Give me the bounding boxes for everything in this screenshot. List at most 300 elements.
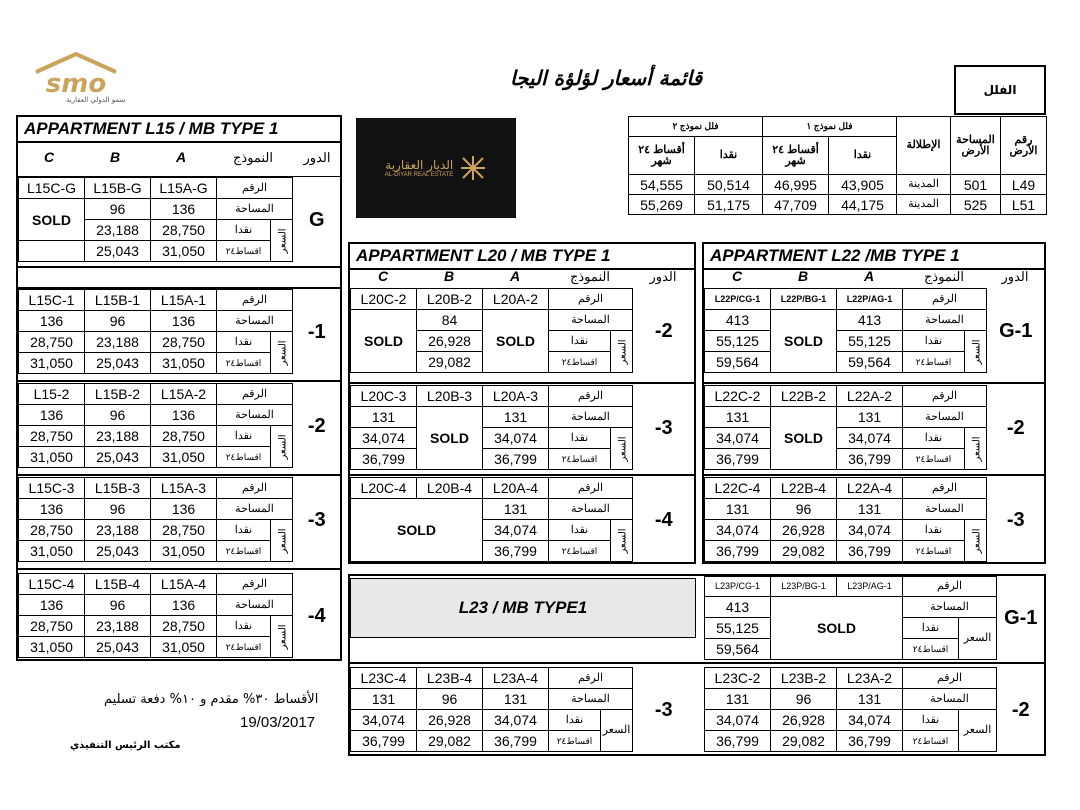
price-label: السعر [959, 618, 997, 660]
unit-cash: 26,928 [771, 710, 837, 731]
unit-id: L20A-4 [483, 478, 549, 499]
unit-id: L22C-4 [705, 478, 771, 499]
unit-inst: 36,799 [837, 541, 903, 562]
number-label: الرقم [549, 289, 633, 310]
unit-cash: 55,125 [705, 331, 771, 352]
l22-model-label: النموذج [924, 268, 964, 284]
unit-id: L23P/BG-1 [771, 577, 837, 597]
l23-floor-2 [704, 667, 1045, 752]
unit-id: L23P/AG-1 [837, 577, 903, 597]
unit-area: 96 [771, 499, 837, 520]
sold-badge: SOLD [483, 310, 549, 373]
unit-id: L15B-4 [85, 574, 151, 595]
unit-cash: 23,188 [85, 520, 151, 541]
inst-label: اقساط٢٤ [903, 352, 965, 373]
floor-label: G-1 [999, 319, 1033, 342]
price-label-vertical: السعر [271, 616, 293, 658]
unit-inst: 36,799 [705, 541, 771, 562]
cash-label: نقدا [549, 428, 611, 449]
cash-label: نقدا [217, 220, 271, 241]
price-label-vertical: السعر [611, 331, 633, 373]
unit-inst: 31,050 [151, 541, 217, 562]
unit-id: L20A-3 [483, 386, 549, 407]
unit-cash: 23,188 [85, 220, 151, 241]
unit-id: L23P/CG-1 [705, 577, 771, 597]
inst-label: اقساط٢٤ [903, 541, 965, 562]
page-title: قائمة أسعار لؤلؤة اليجا [510, 66, 703, 90]
unit-id: L20B-2 [417, 289, 483, 310]
unit-cash: 55,125 [837, 331, 903, 352]
unit-id: L22P/AG-1 [837, 289, 903, 310]
number-label: الرقم [549, 478, 633, 499]
inst-label: اقساط٢٤ [217, 541, 271, 562]
cash-label: نقدا [903, 710, 959, 731]
unit-id: L23A-2 [837, 668, 903, 689]
l22-divider [702, 382, 1046, 384]
unit-id: L23B-4 [417, 668, 483, 689]
villa-cell: L51 [1001, 195, 1047, 215]
villa-cell: 54,555 [629, 175, 695, 195]
unit-cash: 34,074 [837, 520, 903, 541]
unit-area: 136 [151, 595, 217, 616]
unit-cash: 26,928 [771, 520, 837, 541]
aldiyar-logo-ar: الديار العقارية [385, 158, 454, 172]
l22-floor-label: الدور [1001, 268, 1029, 284]
unit-cash: 34,074 [705, 428, 771, 449]
l15-header-table [16, 138, 342, 176]
unit-inst: 59,564 [837, 352, 903, 373]
villa-plot-header: رقم الأرض [1001, 117, 1047, 175]
unit-inst: 36,799 [837, 449, 903, 470]
unit-id: L23B-2 [771, 668, 837, 689]
price-label-vertical: السعر [965, 428, 987, 470]
unit-id: L15C-4 [19, 574, 85, 595]
l20-floor-label: الدور [649, 268, 677, 284]
sold-badge: SOLD [351, 499, 483, 562]
unit-inst: 36,799 [837, 731, 903, 752]
l15-model-label: النموذج [233, 149, 273, 165]
price-label-vertical: السعر [271, 220, 293, 262]
unit-id: L15A-2 [151, 384, 217, 405]
unit-id: L15B-2 [85, 384, 151, 405]
unit-inst: 31,050 [151, 353, 217, 374]
unit-inst: 59,564 [705, 639, 771, 660]
unit-area: 131 [837, 499, 903, 520]
price-label-vertical: السعر [271, 426, 293, 468]
l15-col-c: C [43, 149, 55, 165]
unit-id: L22A-4 [837, 478, 903, 499]
area-label: المساحة [217, 311, 293, 332]
l15-divider [16, 380, 342, 382]
unit-inst: 59,564 [705, 352, 771, 373]
l15-col-a: A [175, 149, 187, 165]
unit-area: 136 [19, 499, 85, 520]
price-list-date: 19/03/2017 [240, 714, 316, 731]
l23-title-box [350, 578, 696, 638]
cash-label: نقدا [549, 710, 601, 731]
cash-label: نقدا [217, 332, 271, 353]
cash-label: نقدا [903, 618, 959, 639]
inst-label: اقساط٢٤ [549, 541, 611, 562]
area-label: المساحة [549, 689, 633, 710]
unit-cash: 26,928 [417, 331, 483, 352]
unit-cash: 34,074 [351, 710, 417, 731]
number-label: الرقم [217, 574, 293, 595]
unit-cash: 34,074 [483, 520, 549, 541]
number-label: الرقم [903, 577, 997, 597]
villa-label: الفلل [983, 83, 1017, 97]
unit-area: 136 [151, 405, 217, 426]
unit-inst: 31,050 [151, 637, 217, 658]
unit-id: L23C-2 [705, 668, 771, 689]
unit-inst: 29,082 [417, 731, 483, 752]
unit-inst: 31,050 [151, 447, 217, 468]
unit-inst: 31,050 [151, 241, 217, 262]
number-label: الرقم [549, 668, 633, 689]
unit-area: 136 [151, 199, 217, 220]
unit-cash: 28,750 [19, 520, 85, 541]
l15-floor-4 [18, 573, 341, 658]
unit-inst: 36,799 [351, 731, 417, 752]
l22-floor-3 [704, 477, 1045, 562]
price-label-vertical: السعر [611, 520, 633, 562]
unit-id: L15A-4 [151, 574, 217, 595]
unit-cash: 55,125 [705, 618, 771, 639]
unit-id: L20A-2 [483, 289, 549, 310]
inst-label: اقساط٢٤ [549, 731, 601, 752]
floor-label: -2 [307, 414, 326, 437]
unit-area: 131 [351, 689, 417, 710]
unit-id: L22P/BG-1 [771, 289, 837, 310]
l23-floor-3 [350, 667, 695, 752]
unit-area: 131 [705, 499, 771, 520]
floor-label: G-1 [1004, 607, 1038, 629]
unit-area: 413 [705, 310, 771, 331]
unit-inst: 31,050 [19, 637, 85, 658]
villa-cell: 501 [951, 175, 1001, 195]
unit-id: L15A-3 [151, 478, 217, 499]
inst-label: اقساط٢٤ [217, 241, 271, 262]
unit-id: L15-2 [19, 384, 85, 405]
l20-col-a: A [509, 268, 521, 284]
l23-rule [348, 662, 1046, 664]
sold-badge: SOLD [19, 199, 85, 241]
price-label: السعر [959, 710, 997, 752]
unit-id: L22C-2 [705, 386, 771, 407]
area-label: المساحة [903, 310, 987, 331]
l22-floor-g1 [704, 288, 1045, 373]
unit-cash: 28,750 [151, 220, 217, 241]
table-row [629, 195, 1047, 215]
unit-area: 96 [85, 595, 151, 616]
unit-id: L15C-1 [19, 290, 85, 311]
cash-label: نقدا [903, 520, 965, 541]
villa-cell: 46,995 [763, 175, 829, 195]
l22-col-b: B [797, 268, 809, 284]
unit-area: 136 [151, 499, 217, 520]
unit-area: 96 [771, 689, 837, 710]
sold-badge: SOLD [417, 407, 483, 470]
unit-inst: 25,043 [85, 241, 151, 262]
l20-divider [348, 382, 696, 384]
unit-area: 96 [85, 311, 151, 332]
unit-area: 131 [705, 407, 771, 428]
area-label: المساحة [903, 689, 997, 710]
unit-cash: 26,928 [417, 710, 483, 731]
floor-label: -4 [654, 508, 673, 531]
l15-floor-g [18, 177, 341, 262]
villa-cell: 51,175 [695, 195, 763, 215]
table-row [629, 175, 1047, 195]
floor-label: -3 [654, 416, 673, 439]
number-label: الرقم [217, 290, 293, 311]
unit-cash: 23,188 [85, 426, 151, 447]
villa-cell: L49 [1001, 175, 1047, 195]
l22-divider [702, 474, 1046, 476]
unit-id: L15B-G [85, 178, 151, 199]
floor-label: -3 [1006, 508, 1025, 531]
villa-label-box [954, 65, 1046, 115]
inst-label: اقساط٢٤ [217, 447, 271, 468]
l15-divider [16, 568, 342, 570]
l23-title: L23 / MB TYPE1 [458, 598, 588, 617]
unit-id: L20C-4 [351, 478, 417, 499]
l22-floor-2 [704, 385, 1045, 470]
villa-cell: 525 [951, 195, 1001, 215]
floor-label: -2 [1006, 416, 1025, 439]
floor-label: -2 [654, 319, 673, 342]
unit-id: L15C-G [19, 178, 85, 199]
unit-area: 131 [483, 689, 549, 710]
number-label: الرقم [549, 386, 633, 407]
l20-divider [348, 474, 696, 476]
l20-model-label: النموذج [570, 268, 610, 284]
villa-m1-inst-header: أقساط ٢٤ شهر [763, 137, 829, 175]
l20-floor-2 [350, 288, 695, 373]
unit-area: 131 [351, 407, 417, 428]
floor-label: -3 [307, 508, 326, 531]
price-label: السعر [601, 710, 633, 752]
signature-label: مكتب الرئيس التنفيذي [70, 740, 181, 751]
unit-area: 96 [85, 405, 151, 426]
number-label: الرقم [903, 289, 987, 310]
unit-inst: 25,043 [85, 447, 151, 468]
unit-area: 84 [417, 310, 483, 331]
unit-cash: 34,074 [837, 428, 903, 449]
unit-area: 131 [837, 407, 903, 428]
unit-area: 136 [19, 595, 85, 616]
l15-title: APPARTMENT L15 / MB TYPE 1 [16, 115, 342, 143]
villa-cell: 55,269 [629, 195, 695, 215]
unit-inst: 25,043 [85, 637, 151, 658]
unit-cash: 28,750 [19, 616, 85, 637]
unit-cash: 28,750 [151, 426, 217, 447]
floor-label: -1 [307, 320, 326, 343]
unit-area: 413 [705, 597, 771, 618]
cash-label: نقدا [217, 426, 271, 447]
price-label-vertical: السعر [965, 331, 987, 373]
unit-cash: 28,750 [19, 426, 85, 447]
unit-cash: 34,074 [705, 710, 771, 731]
inst-label: اقساط٢٤ [217, 637, 271, 658]
unit-cash: 28,750 [151, 616, 217, 637]
unit-id: L15A-1 [151, 290, 217, 311]
l22-col-c: C [731, 268, 743, 284]
unit-inst: 36,799 [705, 731, 771, 752]
l15-divider [16, 474, 342, 476]
villa-cell: المدينة [897, 195, 951, 215]
floor-label: -4 [307, 604, 326, 627]
number-label: الرقم [217, 384, 293, 405]
villa-model1-header: فلل نموذج ١ [763, 117, 897, 137]
unit-area: 136 [151, 311, 217, 332]
number-label: الرقم [903, 386, 987, 407]
number-label: الرقم [217, 478, 293, 499]
unit-area: 96 [417, 689, 483, 710]
villa-m1-cash-header: نقدا [829, 137, 897, 175]
unit-area: 136 [19, 405, 85, 426]
unit-id: L15B-3 [85, 478, 151, 499]
villa-model2-header: فلل نموذج ٢ [629, 117, 763, 137]
company-logo [26, 52, 126, 108]
unit-inst: 36,799 [351, 449, 417, 470]
unit-cash: 23,188 [85, 616, 151, 637]
unit-cash: 28,750 [151, 332, 217, 353]
villa-cell: 50,514 [695, 175, 763, 195]
l20-title: APPARTMENT L20 / MB TYPE 1 [348, 242, 696, 270]
l15-col-b: B [109, 149, 121, 165]
unit-inst: 29,082 [417, 352, 483, 373]
unit-area: 96 [85, 499, 151, 520]
number-label: الرقم [217, 178, 293, 199]
installment-note: الأقساط ٣٠% مقدم و ١٠% دفعة تسليم [104, 692, 319, 707]
area-label: المساحة [217, 499, 293, 520]
unit-inst: 36,799 [483, 731, 549, 752]
area-label: المساحة [549, 499, 633, 520]
villa-cell: المدينة [897, 175, 951, 195]
l22-col-a: A [863, 268, 875, 284]
villa-table [628, 116, 1047, 215]
cash-label: نقدا [217, 616, 271, 637]
unit-inst: 36,799 [483, 449, 549, 470]
unit-id: L20C-3 [351, 386, 417, 407]
unit-cash: 34,074 [483, 710, 549, 731]
unit-id: L23A-4 [483, 668, 549, 689]
cash-label: نقدا [903, 428, 965, 449]
sold-badge: SOLD [771, 597, 903, 660]
inst-label: اقساط٢٤ [549, 449, 611, 470]
unit-inst: 25,043 [85, 353, 151, 374]
l15-floor-label: الدور [303, 149, 331, 165]
unit-area: 131 [483, 407, 549, 428]
l15-floor-3 [18, 477, 341, 562]
price-label-vertical: السعر [611, 428, 633, 470]
svg-text:smo: smo [45, 69, 107, 99]
l20-floor-4 [350, 477, 695, 562]
unit-inst: 31,050 [19, 353, 85, 374]
sold-badge: SOLD [351, 310, 417, 373]
villa-m2-inst-header: أقساط ٢٤ شهر [629, 137, 695, 175]
area-label: المساحة [217, 595, 293, 616]
unit-inst [19, 241, 85, 262]
unit-inst: 29,082 [771, 731, 837, 752]
inst-label: اقساط٢٤ [903, 449, 965, 470]
villa-cell: 47,709 [763, 195, 829, 215]
area-label: المساحة [217, 405, 293, 426]
unit-id: L15C-3 [19, 478, 85, 499]
aldiyar-logo-en: AL-DIYAR REAL ESTATE [384, 172, 454, 178]
number-label: الرقم [903, 668, 997, 689]
unit-id: L22B-2 [771, 386, 837, 407]
l20-col-b: B [443, 268, 455, 284]
unit-area: 96 [85, 199, 151, 220]
unit-inst: 36,799 [483, 541, 549, 562]
unit-cash: 28,750 [19, 332, 85, 353]
unit-area: 131 [705, 689, 771, 710]
l20-col-c: C [377, 268, 389, 284]
unit-id: L22P/CG-1 [705, 289, 771, 310]
cash-label: نقدا [217, 520, 271, 541]
area-label: المساحة [549, 310, 633, 331]
l20-header-table [350, 266, 694, 286]
sold-badge: SOLD [771, 310, 837, 373]
unit-id: L15B-1 [85, 290, 151, 311]
villa-cell: 44,175 [829, 195, 897, 215]
inst-label: اقساط٢٤ [217, 353, 271, 374]
inst-label: اقساط٢٤ [549, 352, 611, 373]
unit-id: L20B-4 [417, 478, 483, 499]
price-label-vertical: السعر [965, 520, 987, 562]
villa-m2-cash-header: نقدا [695, 137, 763, 175]
unit-id: L15A-G [151, 178, 217, 199]
floor-label: G [308, 208, 325, 231]
number-label: الرقم [903, 478, 987, 499]
unit-area: 131 [483, 499, 549, 520]
price-label-vertical: السعر [271, 332, 293, 374]
l22-title: APPARTMENT L22 /MB TYPE 1 [702, 242, 1046, 270]
unit-cash: 34,074 [483, 428, 549, 449]
unit-id: L20C-2 [351, 289, 417, 310]
floor-label: -3 [654, 698, 673, 721]
l15-floor-2 [18, 383, 341, 468]
inst-label: اقساط٢٤ [903, 639, 959, 660]
area-label: المساحة [903, 407, 987, 428]
l15-divider [16, 266, 342, 268]
unit-cash: 34,074 [837, 710, 903, 731]
l23-floor-g1 [704, 576, 1045, 660]
unit-id: L23C-4 [351, 668, 417, 689]
unit-inst: 25,043 [85, 541, 151, 562]
aldiyar-logo [356, 118, 516, 218]
unit-area: 413 [837, 310, 903, 331]
unit-inst: 29,082 [771, 541, 837, 562]
area-label: المساحة [549, 407, 633, 428]
villa-cell: 43,905 [829, 175, 897, 195]
cash-label: نقدا [549, 331, 611, 352]
villa-area-header: المساحة الأرض [951, 117, 1001, 175]
aldiyar-emblem-icon [459, 154, 487, 182]
villa-view-header: الإطلالة [897, 117, 951, 175]
area-label: المساحة [903, 499, 987, 520]
unit-cash: 34,074 [705, 520, 771, 541]
cash-label: نقدا [903, 331, 965, 352]
area-label: المساحة [217, 199, 293, 220]
floor-label: -2 [1011, 698, 1030, 721]
unit-inst: 31,050 [19, 541, 85, 562]
unit-cash: 23,188 [85, 332, 151, 353]
l22-header-table [704, 266, 1044, 286]
unit-cash: 34,074 [351, 428, 417, 449]
